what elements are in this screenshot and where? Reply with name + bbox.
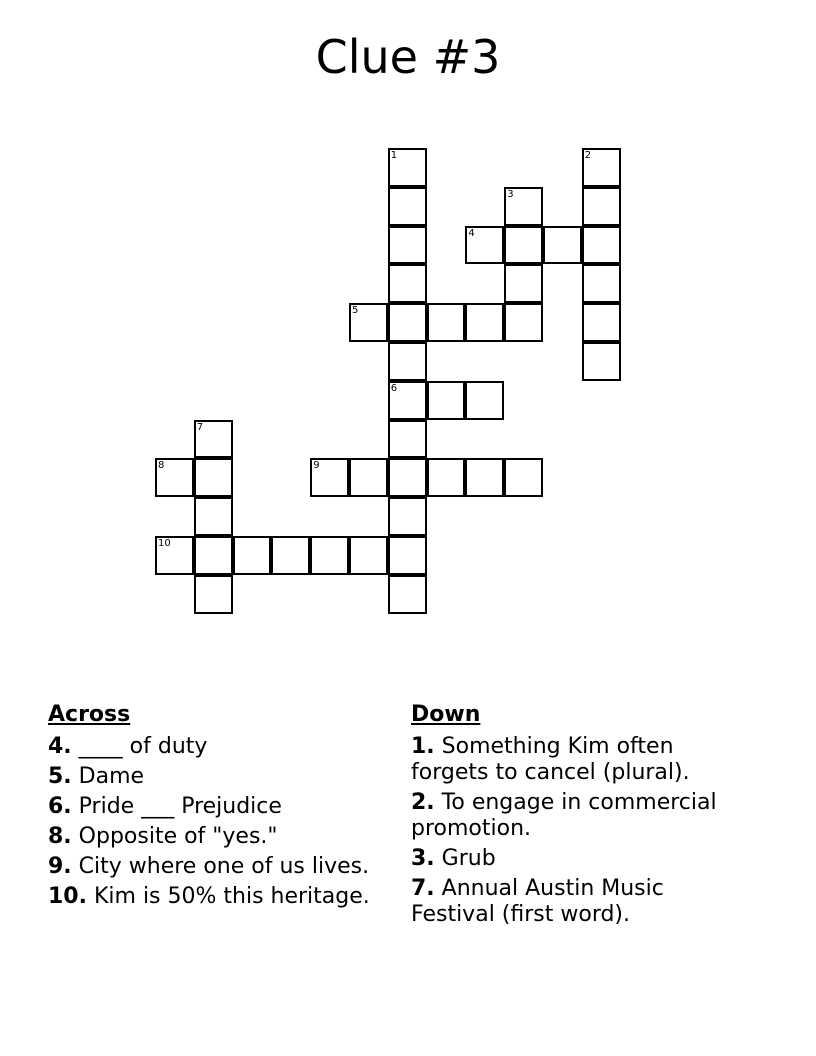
grid-cell[interactable] bbox=[504, 458, 543, 497]
cell-number: 10 bbox=[158, 538, 171, 549]
clue-text: To engage in commercial promotion. bbox=[411, 790, 717, 841]
grid-cell[interactable] bbox=[349, 458, 388, 497]
clue-text: Pride ___ Prejudice bbox=[71, 794, 282, 819]
cell-number: 9 bbox=[313, 460, 320, 472]
grid-cell[interactable] bbox=[388, 342, 427, 381]
grid-cell[interactable] bbox=[582, 226, 621, 265]
clue-text: Something Kim often forgets to cancel (plural). bbox=[411, 734, 690, 785]
grid-cell[interactable] bbox=[194, 575, 233, 614]
cell-number: 7 bbox=[196, 421, 204, 433]
grid-cell[interactable] bbox=[388, 148, 427, 187]
across-clue-10 bbox=[48, 884, 398, 910]
clue-number: 8. bbox=[48, 824, 72, 849]
grid-cell[interactable] bbox=[194, 420, 233, 459]
grid-cell[interactable] bbox=[388, 187, 427, 226]
across-clue-8 bbox=[48, 824, 398, 850]
down-heading: Down bbox=[411, 702, 481, 727]
grid-cell[interactable] bbox=[349, 536, 388, 575]
grid-cell[interactable] bbox=[155, 458, 194, 497]
grid-cell[interactable] bbox=[388, 420, 427, 459]
grid-cell[interactable] bbox=[310, 536, 349, 575]
grid-cell[interactable] bbox=[388, 536, 427, 575]
grid-cell[interactable] bbox=[465, 458, 504, 497]
grid-cell[interactable] bbox=[427, 381, 466, 420]
grid-cell[interactable] bbox=[543, 226, 582, 265]
clue-number: 6. bbox=[48, 794, 72, 819]
clue-text: Opposite of "yes." bbox=[71, 824, 278, 849]
grid-cell[interactable] bbox=[388, 303, 427, 342]
grid-cell[interactable] bbox=[194, 536, 233, 575]
clue-number: 4. bbox=[48, 734, 72, 759]
clue-text: Annual Austin Music Festival (first word). bbox=[411, 876, 664, 927]
grid-cell[interactable] bbox=[388, 458, 427, 497]
cell-number: 3 bbox=[507, 188, 514, 200]
grid-cell[interactable] bbox=[388, 264, 427, 303]
grid-cell[interactable] bbox=[504, 226, 543, 265]
down-clue-2 bbox=[411, 790, 741, 842]
clue-number: 1. bbox=[411, 734, 435, 759]
across-clue-4 bbox=[48, 734, 398, 760]
across-clue-5 bbox=[48, 764, 398, 790]
grid-cell[interactable] bbox=[465, 303, 504, 342]
down-clue-1 bbox=[411, 734, 741, 786]
cell-number: 8 bbox=[158, 460, 165, 472]
cell-number: 6 bbox=[390, 382, 398, 394]
grid-cell[interactable] bbox=[582, 342, 621, 381]
grid-cell[interactable] bbox=[504, 303, 543, 342]
grid-cell[interactable] bbox=[194, 497, 233, 536]
grid-cell[interactable] bbox=[465, 381, 504, 420]
clue-number: 9. bbox=[48, 854, 72, 879]
cell-number: 1 bbox=[390, 150, 398, 161]
cell-number: 2 bbox=[584, 150, 592, 161]
grid-cell[interactable] bbox=[233, 536, 272, 575]
across-clue-6 bbox=[48, 794, 398, 820]
grid-cell[interactable] bbox=[388, 575, 427, 614]
grid-cell[interactable] bbox=[349, 303, 388, 342]
clue-text: City where one of us lives. bbox=[71, 854, 370, 879]
grid-cell[interactable] bbox=[504, 187, 543, 226]
down-clues bbox=[411, 700, 741, 932]
across-clues bbox=[48, 700, 398, 914]
clue-number: 5. bbox=[48, 764, 72, 789]
grid-cell[interactable] bbox=[582, 187, 621, 226]
grid-cell[interactable] bbox=[582, 264, 621, 303]
clue-number: 10. bbox=[48, 884, 87, 909]
clue-number: 3. bbox=[411, 846, 435, 871]
clue-text: Grub bbox=[434, 846, 496, 871]
grid-cell[interactable] bbox=[388, 226, 427, 265]
down-clue-3 bbox=[411, 846, 741, 872]
grid-cell[interactable] bbox=[271, 536, 310, 575]
clue-number: 2. bbox=[411, 790, 435, 815]
down-clue-7 bbox=[411, 876, 741, 928]
grid-cell[interactable] bbox=[194, 458, 233, 497]
grid-cell[interactable] bbox=[582, 148, 621, 187]
grid-cell[interactable] bbox=[504, 264, 543, 303]
clue-text: Dame bbox=[71, 764, 145, 789]
page-title: Clue #3 bbox=[315, 30, 501, 84]
grid-cell[interactable] bbox=[582, 303, 621, 342]
across-heading: Across bbox=[48, 702, 131, 727]
grid-cell[interactable] bbox=[155, 536, 194, 575]
grid-cell[interactable] bbox=[427, 458, 466, 497]
grid-cell[interactable] bbox=[388, 381, 427, 420]
cell-number: 4 bbox=[468, 227, 475, 239]
grid-cell[interactable] bbox=[465, 226, 504, 265]
clue-text: ____ of duty bbox=[71, 734, 208, 759]
clue-text: Kim is 50% this heritage. bbox=[86, 884, 370, 909]
grid-cell[interactable] bbox=[388, 497, 427, 536]
grid-cell[interactable] bbox=[427, 303, 466, 342]
clue-number: 7. bbox=[411, 876, 435, 901]
cell-number: 5 bbox=[352, 305, 359, 317]
across-clue-9 bbox=[48, 854, 398, 880]
grid-cell[interactable] bbox=[310, 458, 349, 497]
